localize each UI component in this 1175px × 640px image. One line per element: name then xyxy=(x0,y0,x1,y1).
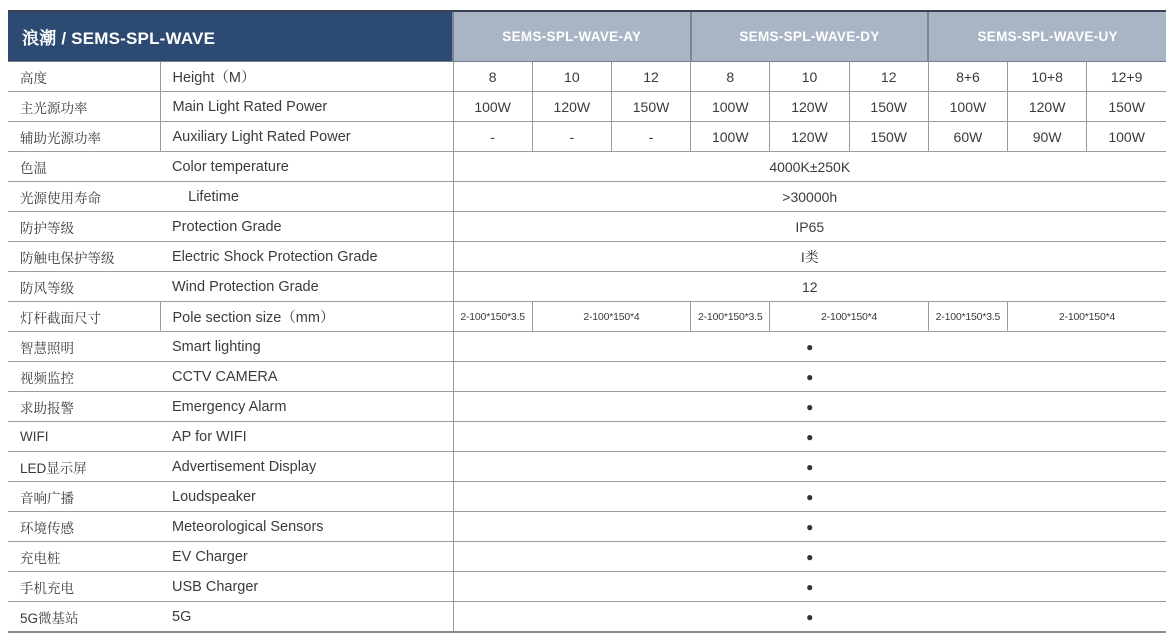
value-cell: 12 xyxy=(453,272,1166,302)
spec-row xyxy=(8,512,1166,542)
row-label-zh: 充电桩 xyxy=(8,542,160,572)
spec-row xyxy=(8,182,1166,212)
value-cell: 2-100*150*3.5 xyxy=(928,302,1007,332)
variant-header-ay: SEMS-SPL-WAVE-AY xyxy=(453,11,691,62)
row-label-en: Advertisement Display xyxy=(160,452,453,482)
row-label-zh: 求助报警 xyxy=(8,392,160,422)
value-cell: 60W xyxy=(928,122,1007,152)
row-label-en: Protection Grade xyxy=(160,212,453,242)
value-cell: 4000K±250K xyxy=(453,152,1166,182)
value-cell: I类 xyxy=(453,242,1166,272)
spec-row xyxy=(8,452,1166,482)
row-label-en: Emergency Alarm xyxy=(160,392,453,422)
row-label-zh: 防护等级 xyxy=(8,212,160,242)
row-label-zh: 防触电保护等级 xyxy=(8,242,160,272)
value-cell: 100W xyxy=(691,92,770,122)
row-label-zh: 音响广播 xyxy=(8,482,160,512)
value-cell: 2-100*150*4 xyxy=(1008,302,1166,332)
spec-row xyxy=(8,62,1166,92)
row-label-zh: 高度 xyxy=(8,62,160,92)
spec-table xyxy=(8,10,1166,633)
value-cell: 10 xyxy=(770,62,849,92)
value-cell: ● xyxy=(453,362,1166,392)
row-label-zh: 手机充电 xyxy=(8,572,160,602)
value-cell: ● xyxy=(453,572,1166,602)
spec-row xyxy=(8,242,1166,272)
row-label-en: Smart lighting xyxy=(160,332,453,362)
row-label-zh: 色温 xyxy=(8,152,160,182)
value-cell: 120W xyxy=(770,122,849,152)
spec-row xyxy=(8,212,1166,242)
value-cell: - xyxy=(532,122,611,152)
value-cell: 2-100*150*3.5 xyxy=(691,302,770,332)
value-cell: 120W xyxy=(1008,92,1087,122)
spec-row xyxy=(8,152,1166,182)
row-label-zh: 视频监控 xyxy=(8,362,160,392)
spec-row xyxy=(8,392,1166,422)
value-cell: - xyxy=(611,122,690,152)
value-cell: 100W xyxy=(453,92,532,122)
spec-row xyxy=(8,482,1166,512)
row-label-zh: 智慧照明 xyxy=(8,332,160,362)
value-cell: 150W xyxy=(1087,92,1166,122)
spec-row xyxy=(8,122,1166,152)
row-label-en: Meteorological Sensors xyxy=(160,512,453,542)
row-label-zh: 5G微基站 xyxy=(8,602,160,633)
value-cell: 2-100*150*4 xyxy=(770,302,928,332)
row-label-en: 5G xyxy=(160,602,453,633)
value-cell: 8 xyxy=(453,62,532,92)
value-cell: 120W xyxy=(770,92,849,122)
row-label-zh: 辅助光源功率 xyxy=(8,122,160,152)
value-cell: IP65 xyxy=(453,212,1166,242)
row-label-zh: 主光源功率 xyxy=(8,92,160,122)
value-cell: 8 xyxy=(691,62,770,92)
value-cell: 12 xyxy=(849,62,928,92)
value-cell: 12 xyxy=(611,62,690,92)
spec-row xyxy=(8,572,1166,602)
value-cell: 150W xyxy=(849,122,928,152)
spec-row xyxy=(8,92,1166,122)
value-cell: 150W xyxy=(849,92,928,122)
variant-header-uy: SEMS-SPL-WAVE-UY xyxy=(928,11,1166,62)
value-cell: ● xyxy=(453,602,1166,633)
spec-row xyxy=(8,542,1166,572)
value-cell: 100W xyxy=(928,92,1007,122)
value-cell: 120W xyxy=(532,92,611,122)
row-label-en: Pole section size（mm） xyxy=(160,302,453,332)
row-label-en: AP for WIFI xyxy=(160,422,453,452)
row-label-en: Main Light Rated Power xyxy=(160,92,453,122)
product-title: 浪潮 / SEMS-SPL-WAVE xyxy=(8,11,453,62)
row-label-en: USB Charger xyxy=(160,572,453,602)
value-cell: ● xyxy=(453,392,1166,422)
row-label-en: CCTV CAMERA xyxy=(160,362,453,392)
value-cell: 150W xyxy=(611,92,690,122)
spec-row xyxy=(8,302,1166,332)
row-label-zh: 光源使用寿命 xyxy=(8,182,160,212)
value-cell: 10 xyxy=(532,62,611,92)
spec-row xyxy=(8,422,1166,452)
value-cell: 100W xyxy=(1087,122,1166,152)
row-label-zh: 防风等级 xyxy=(8,272,160,302)
value-cell: ● xyxy=(453,542,1166,572)
header-row xyxy=(8,11,1166,62)
value-cell: ● xyxy=(453,482,1166,512)
row-label-en: EV Charger xyxy=(160,542,453,572)
row-label-en: Auxiliary Light Rated Power xyxy=(160,122,453,152)
row-label-en: Lifetime xyxy=(160,182,453,212)
spec-table-body xyxy=(8,62,1166,633)
value-cell: 90W xyxy=(1008,122,1087,152)
value-cell: 8+6 xyxy=(928,62,1007,92)
row-label-en: Loudspeaker xyxy=(160,482,453,512)
value-cell: >30000h xyxy=(453,182,1166,212)
spec-row xyxy=(8,332,1166,362)
value-cell: 2-100*150*4 xyxy=(532,302,690,332)
value-cell: 100W xyxy=(691,122,770,152)
spec-row xyxy=(8,272,1166,302)
row-label-en: Color temperature xyxy=(160,152,453,182)
row-label-en: Wind Protection Grade xyxy=(160,272,453,302)
value-cell: 2-100*150*3.5 xyxy=(453,302,532,332)
value-cell: 10+8 xyxy=(1008,62,1087,92)
spec-table-header xyxy=(8,11,1166,62)
row-label-en: Height（M） xyxy=(160,62,453,92)
value-cell: ● xyxy=(453,422,1166,452)
row-label-zh: 灯杆截面尺寸 xyxy=(8,302,160,332)
value-cell: ● xyxy=(453,512,1166,542)
value-cell: 12+9 xyxy=(1087,62,1166,92)
row-label-en: Electric Shock Protection Grade xyxy=(160,242,453,272)
row-label-zh: 环境传感 xyxy=(8,512,160,542)
value-cell: - xyxy=(453,122,532,152)
value-cell: ● xyxy=(453,452,1166,482)
variant-header-dy: SEMS-SPL-WAVE-DY xyxy=(691,11,929,62)
value-cell: ● xyxy=(453,332,1166,362)
spec-row xyxy=(8,602,1166,633)
spec-row xyxy=(8,362,1166,392)
row-label-zh: WIFI xyxy=(8,422,160,452)
row-label-zh: LED显示屏 xyxy=(8,452,160,482)
